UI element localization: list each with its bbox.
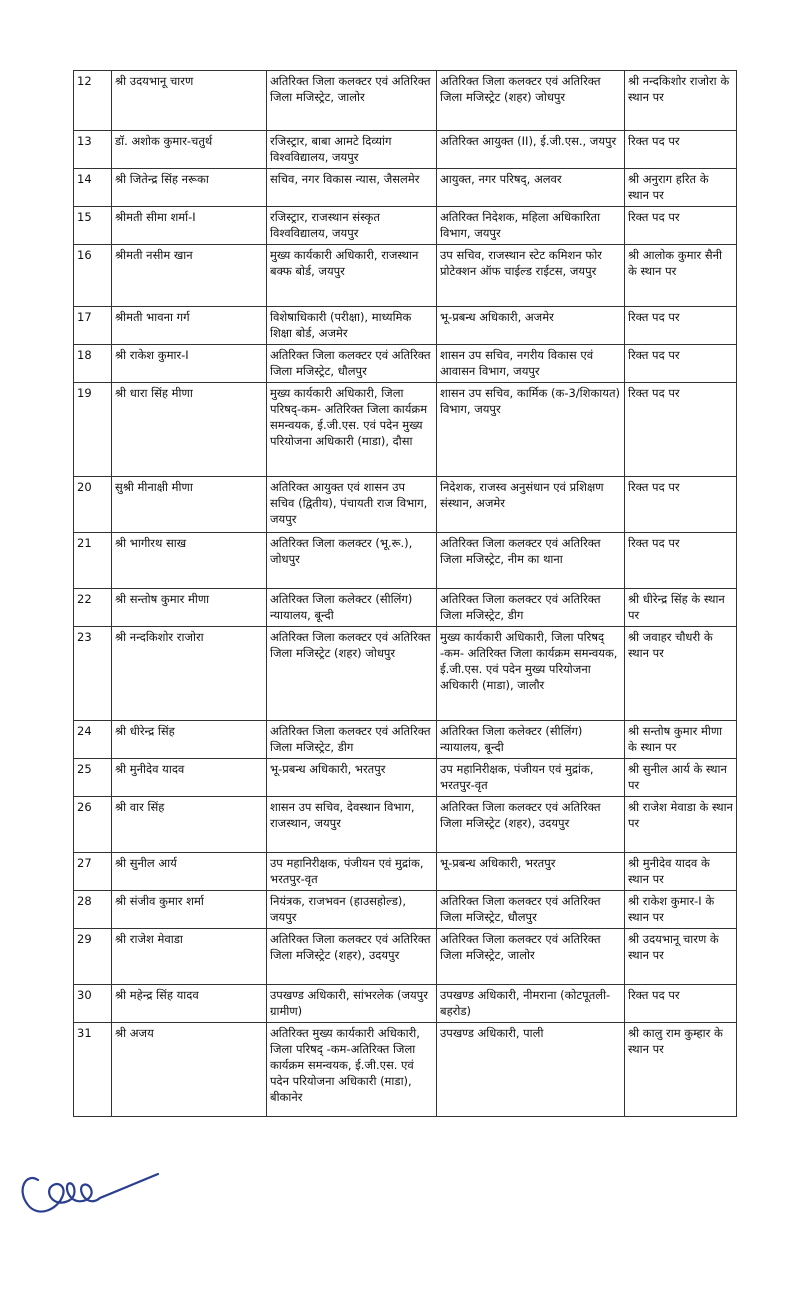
officer-name-cell: श्री महेन्द्र सिंह यादव <box>112 985 267 1023</box>
table-row <box>74 245 737 307</box>
table-row <box>74 627 737 721</box>
signature <box>8 1150 178 1230</box>
remark-cell: श्री अनुराग हरित के स्थान पर <box>625 169 737 207</box>
current-post-cell: रजिस्ट्रार, बाबा आमटे दिव्यांग विश्वविद्यालय, जयपुर <box>267 131 437 169</box>
serial-number-cell: 20 <box>74 477 112 533</box>
current-post-cell: अतिरिक्त जिला कलक्टर एवं अतिरिक्त जिला मजिस्ट्रेट (शहर), उदयपुर <box>267 929 437 985</box>
new-post-cell: अतिरिक्त जिला कलक्टर एवं अतिरिक्त जिला मजिस्ट्रेट (शहर) जोधपुर <box>437 71 625 131</box>
serial-number-cell: 31 <box>74 1023 112 1117</box>
new-post-cell: भू-प्रबन्ध अधिकारी, भरतपुर <box>437 853 625 891</box>
officer-name-cell: श्री मुनीदेव यादव <box>112 759 267 797</box>
remark-cell: श्री सन्तोष कुमार मीणा के स्थान पर <box>625 721 737 759</box>
serial-number-cell: 26 <box>74 797 112 853</box>
table-row <box>74 71 737 131</box>
remark-cell: रिक्त पद पर <box>625 307 737 345</box>
remark-cell: श्री उदयभानू चारण के स्थान पर <box>625 929 737 985</box>
new-post-cell: उपखण्ड अधिकारी, नीमराना (कोटपूतली-बहरोड) <box>437 985 625 1023</box>
officer-name-cell: सुश्री मीनाक्षी मीणा <box>112 477 267 533</box>
officer-name-cell: श्री उदयभानू चारण <box>112 71 267 131</box>
remark-cell: रिक्त पद पर <box>625 131 737 169</box>
officer-name-cell: श्री वार सिंह <box>112 797 267 853</box>
serial-number-cell: 14 <box>74 169 112 207</box>
serial-number-cell: 15 <box>74 207 112 245</box>
new-post-cell: अतिरिक्त जिला कलक्टर एवं अतिरिक्त जिला मजिस्ट्रेट (शहर), उदयपुर <box>437 797 625 853</box>
current-post-cell: रजिस्ट्रार, राजस्थान संस्कृत विश्वविद्यालय, जयपुर <box>267 207 437 245</box>
new-post-cell: उप महानिरीक्षक, पंजीयन एवं मुद्रांक, भरतपुर-वृत <box>437 759 625 797</box>
new-post-cell: शासन उप सचिव, कार्मिक (क-3/शिकायत) विभाग, जयपुर <box>437 383 625 477</box>
remark-cell: रिक्त पद पर <box>625 477 737 533</box>
new-post-cell: अतिरिक्त आयुक्त (II), ई.जी.एस., जयपुर <box>437 131 625 169</box>
table-row <box>74 207 737 245</box>
serial-number-cell: 27 <box>74 853 112 891</box>
remark-cell: श्री आलोक कुमार सैनी के स्थान पर <box>625 245 737 307</box>
table-row <box>74 131 737 169</box>
serial-number-cell: 24 <box>74 721 112 759</box>
table-row <box>74 759 737 797</box>
new-post-cell: मुख्य कार्यकारी अधिकारी, जिला परिषद् -कम- अतिरिक्त जिला कार्यक्रम समन्वयक, ई.जी.एस. एवं पदेन मुख्य परियोजना अधिकारी (माडा), जालौर <box>437 627 625 721</box>
remark-cell: श्री राकेश कुमार-I के स्थान पर <box>625 891 737 929</box>
officer-name-cell: श्री सुनील आर्य <box>112 853 267 891</box>
remark-cell: श्री राजेश मेवाडा के स्थान पर <box>625 797 737 853</box>
remark-cell: श्री धीरेन्द्र सिंह के स्थान पर <box>625 589 737 627</box>
remark-cell: रिक्त पद पर <box>625 533 737 589</box>
officer-name-cell: श्री राकेश कुमार-I <box>112 345 267 383</box>
table-row <box>74 477 737 533</box>
table-row <box>74 345 737 383</box>
current-post-cell: अतिरिक्त जिला कलक्टर एवं अतिरिक्त जिला मजिस्ट्रेट, जालोर <box>267 71 437 131</box>
new-post-cell: अतिरिक्त जिला कलक्टर एवं अतिरिक्त जिला मजिस्ट्रेट, जालोर <box>437 929 625 985</box>
current-post-cell: सचिव, नगर विकास न्यास, जैसलमेर <box>267 169 437 207</box>
table-row <box>74 797 737 853</box>
remark-cell: श्री सुनील आर्य के स्थान पर <box>625 759 737 797</box>
current-post-cell: मुख्य कार्यकारी अधिकारी, जिला परिषद्-कम- अतिरिक्त जिला कार्यक्रम समन्वयक, ई.जी.एस. एवं पदेन मुख्य परियोजना अधिकारी (माडा), दौसा <box>267 383 437 477</box>
new-post-cell: उप सचिव, राजस्थान स्टेट कमिशन फोर प्रोटेक्शन ऑफ चाईल्ड राईटस, जयपुर <box>437 245 625 307</box>
transfer-table <box>73 70 737 1117</box>
remark-cell: रिक्त पद पर <box>625 985 737 1023</box>
new-post-cell: अतिरिक्त जिला कलक्टर एवं अतिरिक्त जिला मजिस्ट्रेट, नीम का थाना <box>437 533 625 589</box>
serial-number-cell: 25 <box>74 759 112 797</box>
remark-cell: श्री नन्दकिशोर राजोरा के स्थान पर <box>625 71 737 131</box>
table-row <box>74 533 737 589</box>
serial-number-cell: 22 <box>74 589 112 627</box>
new-post-cell: अतिरिक्त जिला कलक्टर एवं अतिरिक्त जिला मजिस्ट्रेट, धौलपुर <box>437 891 625 929</box>
remark-cell: रिक्त पद पर <box>625 345 737 383</box>
current-post-cell: मुख्य कार्यकारी अधिकारी, राजस्थान बक्फ बोर्ड, जयपुर <box>267 245 437 307</box>
serial-number-cell: 29 <box>74 929 112 985</box>
officer-name-cell: श्री धारा सिंह मीणा <box>112 383 267 477</box>
officer-name-cell: श्री धीरेन्द्र सिंह <box>112 721 267 759</box>
officer-name-cell: डॉ. अशोक कुमार-चतुर्थ <box>112 131 267 169</box>
current-post-cell: अतिरिक्त जिला कलक्टर एवं अतिरिक्त जिला मजिस्ट्रेट, डीग <box>267 721 437 759</box>
current-post-cell: भू-प्रबन्ध अधिकारी, भरतपुर <box>267 759 437 797</box>
remark-cell: रिक्त पद पर <box>625 207 737 245</box>
officer-name-cell: श्रीमती भावना गर्ग <box>112 307 267 345</box>
serial-number-cell: 30 <box>74 985 112 1023</box>
current-post-cell: नियंत्रक, राजभवन (हाउसहोल्ड), जयपुर <box>267 891 437 929</box>
current-post-cell: अतिरिक्त जिला कलक्टर एवं अतिरिक्त जिला मजिस्ट्रेट, धौलपुर <box>267 345 437 383</box>
officer-name-cell: श्री भागीरथ साख <box>112 533 267 589</box>
serial-number-cell: 18 <box>74 345 112 383</box>
officer-name-cell: श्री राजेश मेवाडा <box>112 929 267 985</box>
officer-name-cell: श्री संजीव कुमार शर्मा <box>112 891 267 929</box>
new-post-cell: उपखण्ड अधिकारी, पाली <box>437 1023 625 1117</box>
signature-stroke <box>23 1174 158 1212</box>
officer-name-cell: श्री नन्दकिशोर राजोरा <box>112 627 267 721</box>
remark-cell: श्री मुनीदेव यादव के स्थान पर <box>625 853 737 891</box>
officer-name-cell: श्रीमती नसीम खान <box>112 245 267 307</box>
current-post-cell: अतिरिक्त आयुक्त एवं शासन उप सचिव (द्वितीय), पंचायती राज विभाग, जयपुर <box>267 477 437 533</box>
serial-number-cell: 13 <box>74 131 112 169</box>
table-row <box>74 985 737 1023</box>
table-row <box>74 929 737 985</box>
officer-name-cell: श्री सन्तोष कुमार मीणा <box>112 589 267 627</box>
officer-name-cell: श्री जितेन्द्र सिंह नरूका <box>112 169 267 207</box>
table-row <box>74 169 737 207</box>
current-post-cell: अतिरिक्त जिला कलेक्टर (सीलिंग) न्यायालय, बून्दी <box>267 589 437 627</box>
current-post-cell: अतिरिक्त जिला कलक्टर (भू.रू.), जोधपुर <box>267 533 437 589</box>
table-row <box>74 721 737 759</box>
current-post-cell: उप महानिरीक्षक, पंजीयन एवं मुद्रांक, भरतपुर-वृत <box>267 853 437 891</box>
new-post-cell: अतिरिक्त जिला कलेक्टर (सीलिंग) न्यायालय, बून्दी <box>437 721 625 759</box>
remark-cell: रिक्त पद पर <box>625 383 737 477</box>
current-post-cell: शासन उप सचिव, देवस्थान विभाग, राजस्थान, जयपुर <box>267 797 437 853</box>
new-post-cell: भू-प्रबन्ध अधिकारी, अजमेर <box>437 307 625 345</box>
current-post-cell: उपखण्ड अधिकारी, सांभरलेक (जयपुर ग्रामीण) <box>267 985 437 1023</box>
serial-number-cell: 16 <box>74 245 112 307</box>
serial-number-cell: 28 <box>74 891 112 929</box>
new-post-cell: निदेशक, राजस्व अनुसंधान एवं प्रशिक्षण संस्थान, अजमेर <box>437 477 625 533</box>
new-post-cell: आयुक्त, नगर परिषद्, अलवर <box>437 169 625 207</box>
remark-cell: श्री जवाहर चौधरी के स्थान पर <box>625 627 737 721</box>
serial-number-cell: 23 <box>74 627 112 721</box>
table-row <box>74 589 737 627</box>
table-row <box>74 853 737 891</box>
serial-number-cell: 21 <box>74 533 112 589</box>
remark-cell: श्री कालु राम कुम्हार के स्थान पर <box>625 1023 737 1117</box>
serial-number-cell: 12 <box>74 71 112 131</box>
table-row <box>74 1023 737 1117</box>
table-row <box>74 307 737 345</box>
serial-number-cell: 19 <box>74 383 112 477</box>
current-post-cell: अतिरिक्त मुख्य कार्यकारी अधिकारी, जिला परिषद् -कम-अतिरिक्त जिला कार्यक्रम समन्वयक, ई.जी.एस. एवं पदेन परियोजना अधिकारी (माडा), बीकानेर <box>267 1023 437 1117</box>
table-row <box>74 383 737 477</box>
current-post-cell: विशेषाधिकारी (परीक्षा), माध्यमिक शिक्षा बोर्ड, अजमेर <box>267 307 437 345</box>
officer-name-cell: श्रीमती सीमा शर्मा-I <box>112 207 267 245</box>
current-post-cell: अतिरिक्त जिला कलक्टर एवं अतिरिक्त जिला मजिस्ट्रेट (शहर) जोधपुर <box>267 627 437 721</box>
new-post-cell: अतिरिक्त निदेशक, महिला अधिकारिता विभाग, जयपुर <box>437 207 625 245</box>
table-row <box>74 891 737 929</box>
new-post-cell: अतिरिक्त जिला कलक्टर एवं अतिरिक्त जिला मजिस्ट्रेट, डीग <box>437 589 625 627</box>
officer-name-cell: श्री अजय <box>112 1023 267 1117</box>
new-post-cell: शासन उप सचिव, नगरीय विकास एवं आवासन विभाग, जयपुर <box>437 345 625 383</box>
serial-number-cell: 17 <box>74 307 112 345</box>
